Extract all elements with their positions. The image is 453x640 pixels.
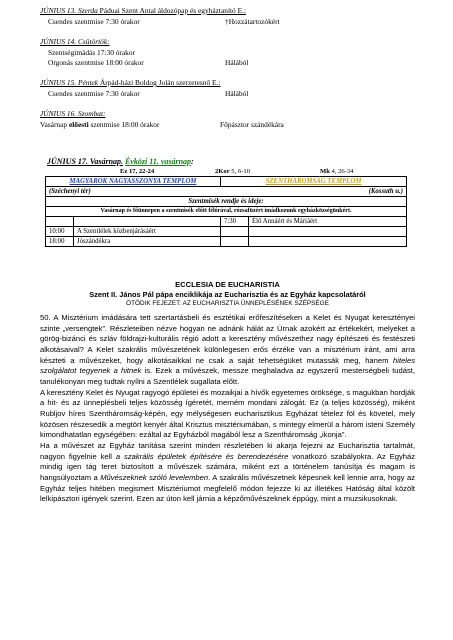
table-row <box>46 227 407 237</box>
day-date: JÚNIUS 15. Péntek <box>40 78 99 87</box>
mass-line <box>48 17 140 26</box>
adoration-line: Szentségimádás 17:30 órakor <box>48 48 136 57</box>
sunday-date: JÚNIUS 17. Vasárnap. <box>47 157 124 166</box>
intention-left <box>74 217 221 227</box>
intention-left: A Szentlélek közbenjárásáért <box>74 227 221 237</box>
intention-right <box>249 227 407 237</box>
day-heading <box>40 78 220 87</box>
reading-2 <box>215 168 250 175</box>
time-left <box>46 217 74 227</box>
rosary-notice: Vasárnap és főünnepen a szentmisék előtt félórával, rózsafüzért imádkozunk egyházközségünkért. <box>46 207 407 217</box>
reading-2-book: 2Kor <box>215 168 230 175</box>
day-date: JÚNIUS 13. Szerda <box>40 6 98 15</box>
day-feast: Páduai Szent Antal áldozópap és egyháztanító E.: <box>97 6 247 15</box>
reading-3-ref: 4, 26-34 <box>329 168 354 175</box>
day-date: JÚNIUS 14. Csütörtök: <box>40 37 110 46</box>
address-cell <box>46 187 407 197</box>
mass-intention: Főpásztor szándékára <box>220 120 284 129</box>
article-title: ECCLESIA DE EUCHARISTIA <box>175 280 280 289</box>
paragraph-text: is. Ezek a művészek, messze meghaladva az egyszerű mesterségbeli tudást, tanulékonyan meg tudtak nyílni a Szentlélek sugallata előtt. <box>40 366 415 386</box>
time-left: 10:00 <box>46 227 74 237</box>
mass-line: Csendes szentmise 7:30 órakor <box>48 89 140 98</box>
intention-left: Jószándékra <box>74 237 221 247</box>
mass-line: Orgonás szentmise 18:00 órakor <box>48 58 144 67</box>
table-notice-row <box>46 207 407 217</box>
order-title: Szentmisék rendje és ideje: <box>46 197 407 207</box>
article-subtitle: Szent II. János Pál pápa enciklikája az Eucharisztia és az Egyház kapcsolatáról <box>89 290 366 299</box>
day-date: JÚNIUS 16. Szombat: <box>40 109 106 118</box>
table-title-row <box>46 197 407 207</box>
reading-3-book: Mk <box>320 168 330 175</box>
mass-text-bold: előesti <box>68 120 89 129</box>
mass-intention: Hálából <box>225 58 249 67</box>
mass-text: Vasárnap <box>40 120 69 129</box>
reading-1: Ez 17, 22-24 <box>120 168 155 175</box>
paragraph <box>40 441 415 505</box>
table-row <box>46 217 407 227</box>
mass-text: szentmise 18:00 órakor <box>88 120 160 129</box>
day-heading <box>40 37 110 46</box>
table-row <box>46 237 407 247</box>
paragraph-text: Ha a művészet az Egyház tanítása szerint minden részletében ki akarja fejezni az Eucharisztia tartalmát, nagyon figyelnie kell <box>40 440 415 461</box>
reading-3 <box>320 168 354 175</box>
paragraph-emphasis: hiteles szolgálatot tegyenek a hitnek <box>40 355 415 376</box>
day-heading <box>40 6 246 15</box>
church-left: MAGYAROK NAGYASSZONYA TEMPLOM <box>46 177 221 187</box>
mass-intention: †Hozzátartozókért <box>225 17 280 26</box>
church-right: SZENTHÁROMSÁG TEMPLOM <box>221 177 407 187</box>
article-chapter: ÖTÖDIK FEJEZET: AZ EUCHARISZTIA ÜNNEPLÉSÉNEK SZÉPSÉGE <box>126 300 329 307</box>
time-left: 18:00 <box>46 237 74 247</box>
paragraph <box>40 313 415 388</box>
table-address-row <box>46 187 407 197</box>
intention-right <box>249 237 407 247</box>
intention-right: Élő Annáért és Máriáért <box>249 217 407 227</box>
mass-line <box>40 120 159 129</box>
mass-time: Csendes szentmise 7:30 órakor <box>48 17 140 26</box>
time-right <box>221 237 249 247</box>
address-right: (Kossuth u.) <box>368 188 403 195</box>
mass-intention: Hálából <box>225 89 249 98</box>
paragraph-text: . A szakrális művészetnek képesnek kell lennie arra, hogy az Egyház teljes hitében megismert Misztériumot megfelelő módon fejezze ki az illetékes Hatóság által közölt lelkipásztori igények szerint. Ezen az úton kell járnia a képzőművészeknek éppúgy, mint a muzsikusoknak. <box>40 472 415 504</box>
sunday-heading <box>47 157 194 166</box>
paragraph-text: vonatkozó szabályokra. Az Egyház mindig igen tág teret biztosított a művészek számára, miként ezt a történelem tanúsítja és magam is hangsúlyoztam a <box>40 451 415 482</box>
day-feast: Árpád-házi Boldog Jolán szerzetesnő E.: <box>98 78 221 87</box>
paragraph-emphasis: Művészeknek szóló levelemben <box>100 472 209 482</box>
address-left: (Széchenyi tér) <box>49 188 91 195</box>
paragraph-text: 50. A Misztérium imádására tett szertartásbeli és esztétikai erőfeszítéseken a Kelet és Nyugat keresztényei szinte „versengtek”. Részleteiben nézve hogyan ne adnánk hálát az Úrnak azokért az értékekért, melyeket a görög-bizánci és szláv földrajzi-kulturális régió adott a keresztény művészethez nagy építészeti és festészeti alkotásaival? A Kelet szakrális művészetének különlegesen erős érzéke van a misztérium iránt, ami arra készteti a művészeket, hogy alkotásaikkal ne csak a saját tehetségüket mutassák meg, hanem <box>40 313 415 365</box>
reading-2-ref: 5, 6-10 <box>229 168 250 175</box>
sunday-ordinary: Évközi 11. vasárnap <box>125 157 192 166</box>
paragraph: A keresztény Kelet és Nyugat ragyogó épületei és mozaikjai a hívők egyetemes öröksége, s magukban hordják a hit- és az ünneplésbeli teljes közösség ígéretét, merném mondani zálogát. Ez (a teljes közösség), miként Rubljov híres Szentháromság-képén, egy mélységesen eucharisztikus Egyházat tételez föl és követel, mely közösen részesedik a megtört kenyér által Krisztus misztériumában, s mintegy elmerül a három isteni Személy kimondhatatlan egységében: ezáltal az Egyházból magából lesz a Szentháromság „ikonja”. <box>40 387 415 440</box>
table-header-row <box>46 177 407 187</box>
article-body <box>40 313 415 505</box>
mass-schedule-table <box>45 176 407 247</box>
time-right <box>221 227 249 237</box>
sunday-tail: : <box>191 157 194 166</box>
paragraph-emphasis: a szakrális épületek építésére és berendezésére <box>115 451 289 461</box>
time-right: 7:30 <box>221 217 249 227</box>
day-heading <box>40 109 105 118</box>
